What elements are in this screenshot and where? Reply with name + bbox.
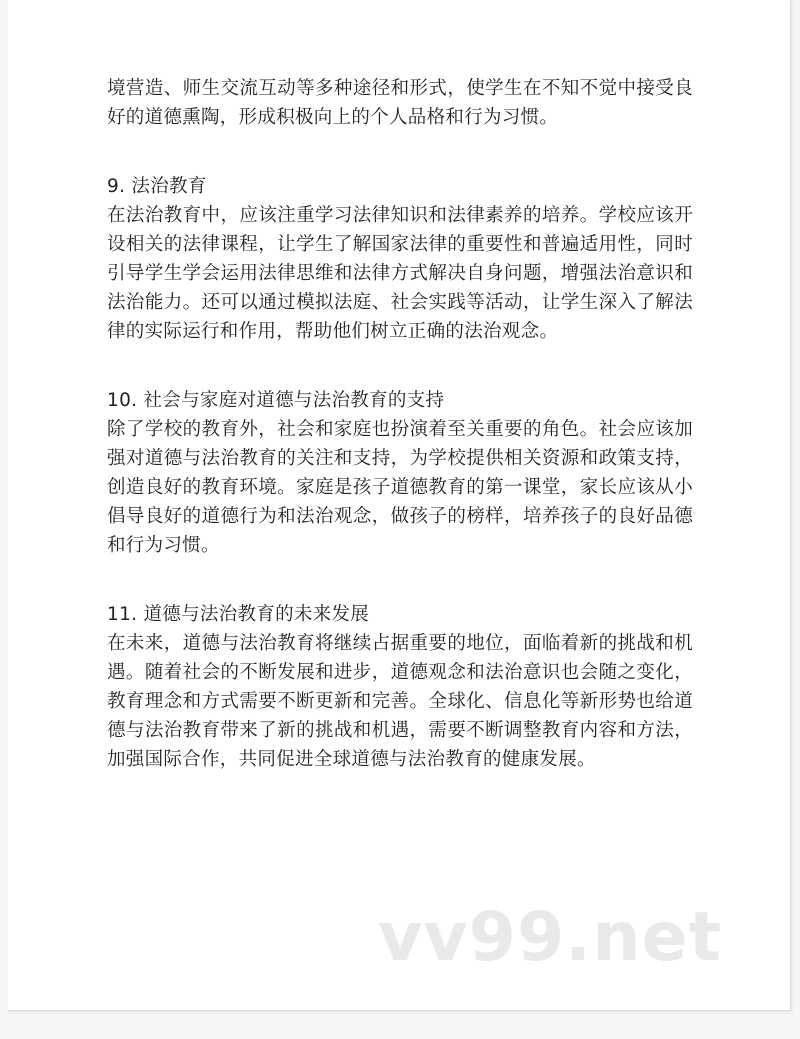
document-body [107,74,693,774]
section-future-development [107,600,693,774]
section-paragraph: 在未来，道德与法治教育将继续占据重要的地位，面临着新的挑战和机遇。随着社会的不断发展和进步，道德观念和法治意识也会随之变化，教育理念和方式需要不断更新和完善。全球化、信息化等新形势也给道德与法治教育带来了新的挑战和机遇，需要不断调整教育内容和方法，加强国际合作，共同促进全球道德与法治教育的健康发展。 [107,633,693,770]
section-heading: 9. 法治教育 [107,176,207,197]
watermark: vv99.net [378,898,723,977]
section-paragraph: 除了学校的教育外，社会和家庭也扮演着至关重要的角色。社会应该加强对道德与法治教育的关注和支持，为学校提供相关资源和政策支持，创造良好的教育环境。家庭是孩子道德教育的第一课堂，家长应该从小倡导良好的道德行为和法治观念，做孩子的榜样，培养孩子的良好品德和行为习惯。 [107,419,693,556]
section-heading: 11. 道德与法治教育的未来发展 [107,604,370,625]
intro-paragraph: 境营造、师生交流互动等多种途径和形式，使学生在不知不觉中接受良好的道德熏陶，形成积极向上的个人品格和行为习惯。 [107,78,693,128]
section-paragraph: 在法治教育中，应该注重学习法律知识和法律素养的培养。学校应该开设相关的法律课程，让学生了解国家法律的重要性和普遍适用性，同时引导学生学会运用法律思维和法律方式解决自身问题，增强法治意识和法治能力。还可以通过模拟法庭、社会实践等活动，让学生深入了解法律的实际运行和作用，帮助他们树立正确的法治观念。 [107,205,693,342]
section-society-family-support [107,386,693,560]
section-legal-education [107,172,693,346]
section-heading: 10. 社会与家庭对道德与法治教育的支持 [107,390,445,411]
document-page [8,0,791,1011]
